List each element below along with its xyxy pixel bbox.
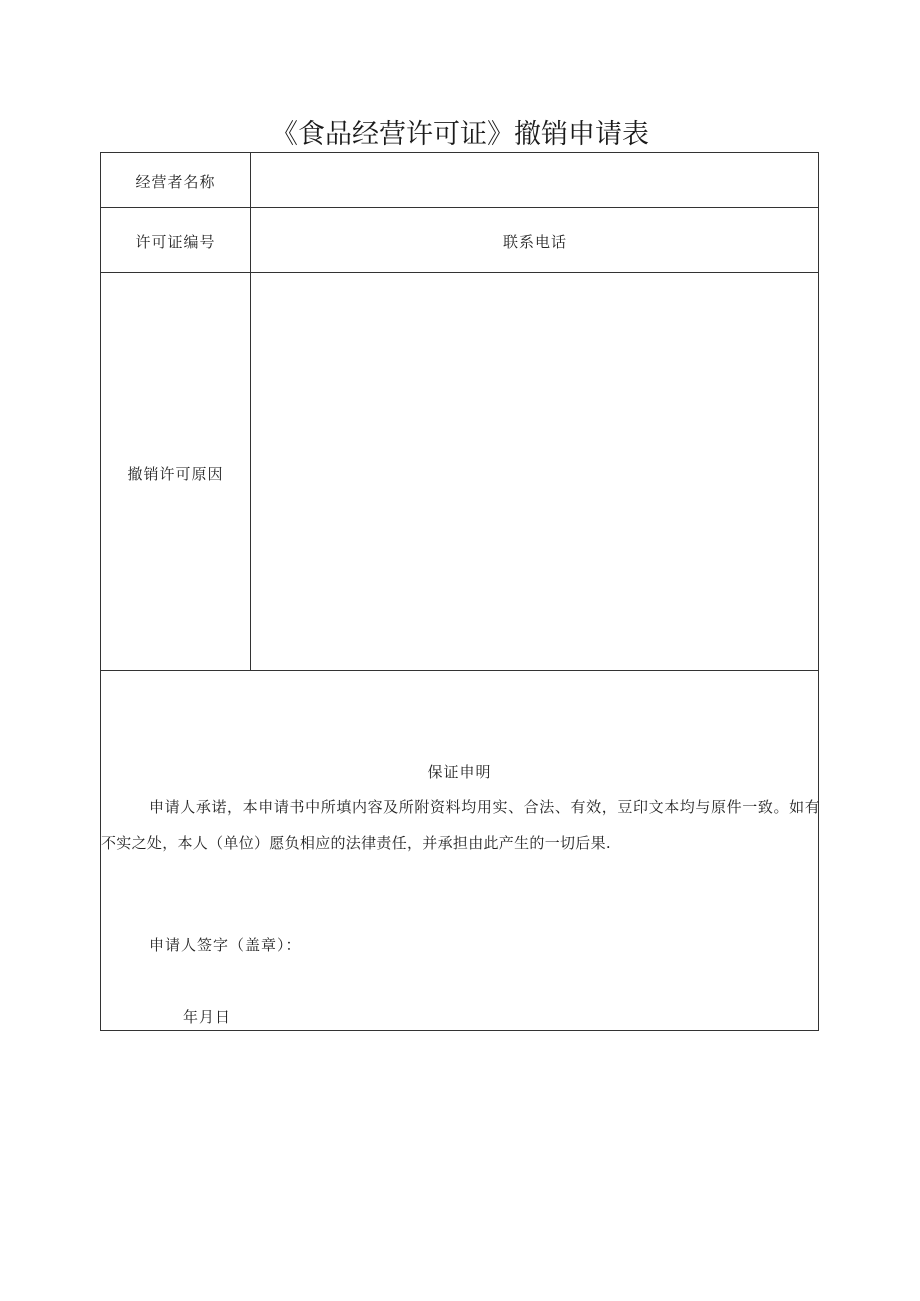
- page-title: 《食品经营许可证》撤销申请表: [271, 119, 649, 150]
- phone-label: 联系电话: [502, 233, 567, 251]
- operator-name-field[interactable]: [251, 154, 818, 207]
- signature-label: 申请人签字（盖章）：: [149, 936, 302, 954]
- row-divider: [101, 670, 818, 671]
- license-number-label: 许可证编号: [135, 233, 216, 251]
- revocation-form: [100, 152, 819, 1031]
- revocation-reason-label: 撤销许可原因: [127, 465, 224, 483]
- declaration-title: 保证申明: [427, 763, 492, 781]
- operator-name-label: 经营者名称: [135, 173, 216, 191]
- date-label: 年月日: [183, 1008, 232, 1026]
- revocation-reason-field[interactable]: [251, 273, 818, 670]
- declaration-body: 申请人承诺，本申请书中所填内容及所附资料均用实、合法、有效，豆印文本均与原件一致。如有不实之处，本人（单位）愿负相应的法律责任，并承担由此产生的一切后果.: [101, 798, 820, 852]
